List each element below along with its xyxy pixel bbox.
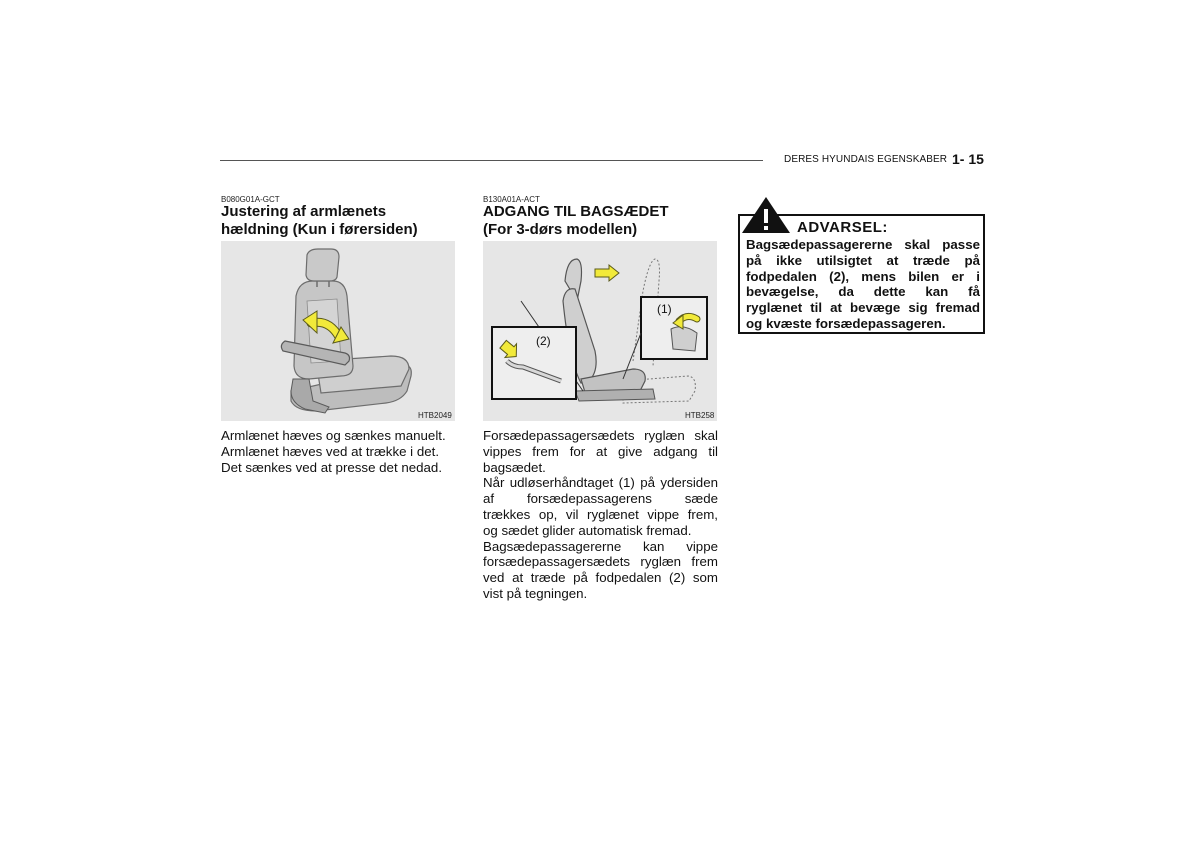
middle-body-text [483,428,718,602]
callout-2: (2) [536,334,551,348]
warning-line: på ikke utilsigtet at træde på [746,252,980,268]
middle-body-line: vippes frem for at give adgang til [483,443,718,459]
armrest-seat-illustration [221,241,455,421]
middle-body-line: forsædepassagersædets ryglæn frem [483,554,718,570]
middle-body-line: trækkes op, vil ryglænet vippe frem, [483,506,718,522]
warning-text [746,237,980,332]
warning-triangle-icon [741,196,791,234]
warning-line: ryglænet til at bevæge sig fremad [746,300,980,316]
middle-body-line: vist på tegningen. [483,585,588,601]
left-body-text [221,428,456,475]
middle-body-line: Når udløserhåndtaget (1) på ydersiden [483,475,718,491]
rear-access-illustration [483,241,717,421]
middle-title-line-2: (For 3-dørs modellen) [483,221,638,238]
middle-section-title [483,203,669,239]
middle-title-line-1: ADGANG TIL BAGSÆDET [483,203,669,220]
middle-body-line: og sædet glider automatisk fremad. [483,522,692,538]
middle-body-line: Bagsædepassagererne kan vippe [483,538,718,554]
middle-body-line: Forsædepassagersædets ryglæn skal [483,428,718,443]
middle-body-line: ved at træde på fodpedalen (2) som [483,570,718,586]
middle-body-line: bagsædet. [483,459,546,475]
middle-figure-label: HTB258 [685,411,715,420]
middle-section-code: B130A01A-ACT [483,195,540,204]
middle-body-line: af forsædepassagerens sæde [483,491,718,507]
callout-1: (1) [657,302,672,316]
armrest-seat-figure [221,241,455,421]
rear-access-figure [483,241,717,421]
warning-line: bevægelse, da dette kan få [746,284,980,300]
warning-title: ADVARSEL: [797,219,888,236]
left-title-line-2: hældning (Kun i førersiden) [221,221,418,238]
warning-line: og kvæste forsædepassageren. [746,315,946,331]
left-title-line-1: Justering af armlænets [221,203,387,220]
left-figure-label: HTB2049 [418,411,452,420]
warning-line: fodpedalen (2), mens bilen er i [746,268,980,284]
left-section-code: B080G01A-GCT [221,195,280,204]
header-rule [220,160,763,161]
page-number: 1- 15 [952,151,984,167]
left-section-title [221,203,418,239]
left-body-line: Det sænkes ved at presse det nedad. [221,459,443,475]
left-body-line: Armlænet hæves ved at trække i det. [221,443,440,459]
left-body-line: Armlænet hæves og sænkes manuelt. [221,428,446,443]
warning-line: Bagsædepassagererne skal passe [746,237,980,252]
running-header: DERES HYUNDAIS EGENSKABER [784,154,948,165]
